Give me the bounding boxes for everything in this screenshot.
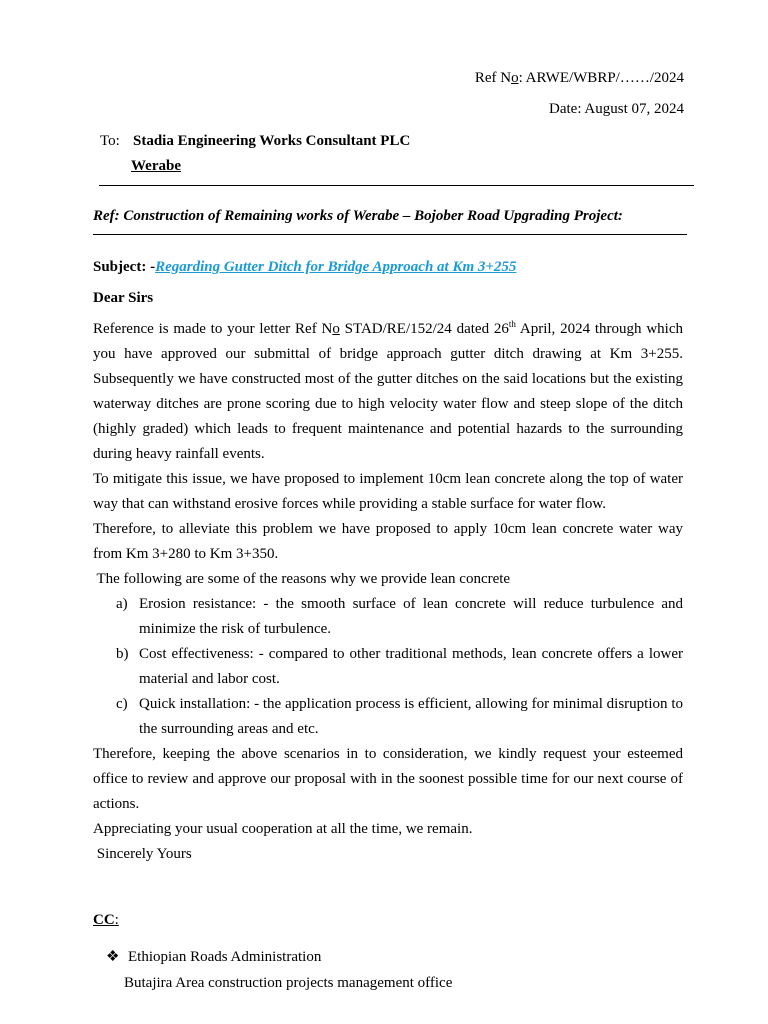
cc-label: CC: <box>93 912 119 928</box>
paragraph-request: Therefore, keeping the above scenarios in to consideration, we kindly request your esteemed office to review and approve our proposal with in the soonest possible time for our next course of actions. <box>93 746 683 812</box>
to-label: To: <box>100 133 120 149</box>
list-item: a) Erosion resistance: - the smooth surface of lean concrete will reduce turbulence and minimize the risk of turbulence. <box>116 596 683 637</box>
recipient-company: Stadia Engineering Works Consultant PLC <box>133 133 411 149</box>
diamond-bullet-icon: ❖ <box>106 949 120 965</box>
ref-number: Ref No: ARWE/WBRP/……/2024 <box>474 70 684 86</box>
cc-office: Butajira Area construction projects management office <box>124 975 453 991</box>
letter-date: Date: August 07, 2024 <box>549 101 684 117</box>
list-item: b) Cost effectiveness: - compared to other traditional methods, lean concrete offers a lower material and labor cost. <box>116 646 683 687</box>
project-reference: Ref: Construction of Remaining works of Werabe – Bojober Road Upgrading Project: <box>93 208 623 224</box>
paragraph-mitigation: To mitigate this issue, we have proposed to implement 10cm lean concrete along the top of water way that can withstand erosive forces while providing a stable surface for water flow. <box>93 471 683 512</box>
reference-divider <box>93 234 687 235</box>
recipient-city: Werabe <box>131 158 181 174</box>
cc-organization: Ethiopian Roads Administration <box>128 949 322 965</box>
list-item: c) Quick installation: - the application process is efficient, allowing for minimal disruption to the surrounding areas and etc. <box>116 696 683 737</box>
subject-link[interactable]: Regarding Gutter Ditch for Bridge Approach at Km 3+255 <box>155 259 517 275</box>
salutation: Dear Sirs <box>93 290 154 306</box>
closing: Sincerely Yours <box>93 846 192 862</box>
top-divider <box>99 185 694 186</box>
reasons-list <box>93 592 683 742</box>
subject-line: Subject: -Regarding Gutter Ditch for Bridge Approach at Km 3+255 <box>93 259 517 275</box>
paragraph-appreciation: Appreciating your usual cooperation at all the time, we remain. <box>93 821 473 837</box>
paragraph-reasons-intro: The following are some of the reasons why we provide lean concrete <box>93 571 511 587</box>
letter-body <box>93 317 683 867</box>
paragraph-proposal: Therefore, to alleviate this problem we have proposed to apply 10cm lean concrete water way from Km 3+280 to Km 3+350. <box>93 521 683 562</box>
paragraph-reference: Reference is made to your letter Ref No STAD/RE/152/24 dated 26th April, 2024 through which you have approved our submittal of bridge approach gutter ditch drawing at Km 3+255. Subsequently we have constructed most of the gutter ditches on the said locations but the existing waterway ditches are prone scoring due to high velocity water flow and steep slope of the ditch (highly graded) which leads to frequent maintenance and potential hazards to the surrounding during heavy rainfall events. <box>93 319 683 462</box>
